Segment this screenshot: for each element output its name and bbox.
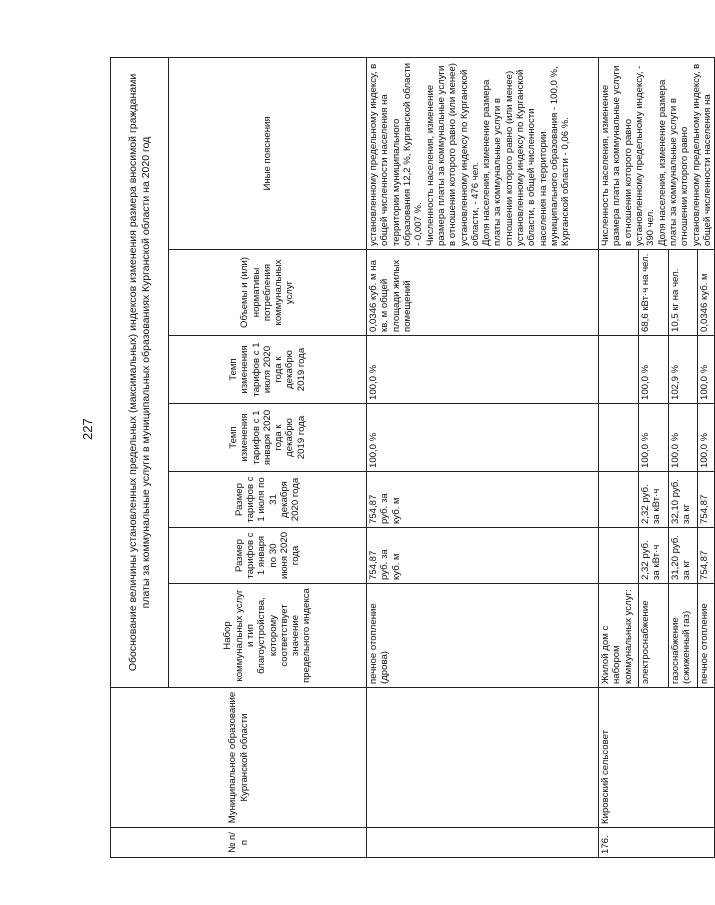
- header-no: № п/п: [111, 828, 367, 858]
- cell-tariff-jul: 754,87 руб. за куб. м: [367, 472, 599, 528]
- explanation-paragraph: Численность населения, изменение размера платы за коммунальные услуги в отношении которого равно установленному предельному индексу, - 390 чел.: [600, 65, 657, 246]
- cell-no: 176.: [599, 828, 715, 858]
- cell-rate-jan: [599, 404, 639, 472]
- cell-volume: 0,0346 куб. м: [698, 250, 715, 336]
- cell-rate-jan: 100,0 %: [668, 404, 698, 472]
- table-title: Обоснование величины установленных предельных (максимальных) индексов изменения размера вносимой гражданами платы за коммунальные услуги в муниципальных образованиях Курганской области на 2020 год: [111, 57, 169, 687]
- cell-rate-jul: 100,0 %: [639, 336, 669, 404]
- cell-no: [367, 828, 599, 858]
- cell-volume: [599, 250, 639, 336]
- header-set: Набор коммунальных услуг и тип благоустройства, которому соответствует значение предельного индекса: [169, 584, 367, 688]
- rotated-table-container: [110, 58, 713, 858]
- explanation-paragraph: Доля населения, изменение размера платы за коммунальные услуги в отношении которого равно установленному предельному индексу, в общей численности населения на: [656, 63, 713, 246]
- explanation-paragraph: установленному предельному индексу, в общей численности населения на территории муниципального образования 12,2 %, Курганской области - 0,007 %.: [368, 63, 425, 246]
- header-other: Иные пояснения: [169, 57, 367, 249]
- cell-set: электроснабжение: [639, 584, 669, 688]
- tariff-table: [110, 57, 715, 858]
- cell-rate-jul: 100,0 %: [367, 336, 599, 404]
- cell-volume: 10,5 кг на чел.: [668, 250, 698, 336]
- cell-set: Жилой дом с набором коммунальных услуг:: [599, 584, 639, 688]
- cell-rate-jan: 100,0 %: [698, 404, 715, 472]
- cell-rate-jul: [599, 336, 639, 404]
- table-row: [599, 57, 639, 857]
- header-tariff-jan: Размер тарифов с 1 января по 30 июня 2020 года: [169, 528, 367, 584]
- header-municipality: Муниципальное образование Курганской области: [111, 688, 367, 828]
- cell-tariff-jan: 2,32 руб. за кВт·ч: [639, 528, 669, 584]
- cell-tariff-jul: 32,10 руб. за кг: [668, 472, 698, 528]
- cell-tariff-jul: 2,32 руб. за кВт·ч: [639, 472, 669, 528]
- header-volumes: Объемы и (или) нормативы потребления коммунальных услуг: [169, 250, 367, 336]
- explanation-paragraph: Численность населения, изменение размера платы за коммунальные услуги в отношении которого равно (или менее) установленному индексу по Курганской области, - 476 чел.: [424, 63, 481, 246]
- cell-tariff-jan: 31,20 руб. за кг: [668, 528, 698, 584]
- cell-municipality: Кировский сельсовет: [599, 688, 715, 828]
- header-rate-jan: Темп изменения тарифов с 1 января 2020 года к декабрю 2019 года: [169, 404, 367, 472]
- cell-set: печное отопление: [698, 584, 715, 688]
- cell-other: [599, 57, 715, 249]
- cell-other: [367, 57, 599, 249]
- cell-rate-jan: 100,0 %: [367, 404, 599, 472]
- cell-rate-jul: 102,9 %: [668, 336, 698, 404]
- cell-set: печное отопление (дрова): [367, 584, 599, 688]
- page-number: 227: [80, 418, 95, 440]
- cell-rate-jul: 100,0 %: [698, 336, 715, 404]
- cell-rate-jan: 100,0 %: [639, 404, 669, 472]
- cell-tariff-jul: [599, 472, 639, 528]
- explanation-paragraph: Доля населения, изменение размера платы за коммунальные услуги в отношении которого равно (или менее) установленному индексу по Курганской области, в общей численности населения на территории муниципального образования - 100,0 %, Курганской области - 0,06 %.: [481, 66, 572, 246]
- cell-volume: 0,0346 куб. м на кв. м общей площади жилых помещений: [367, 250, 599, 336]
- header-tariff-jul: Размер тарифов с 1 июля по 31 декабря 2020 года: [169, 472, 367, 528]
- cell-tariff-jan: 754,87 руб. за куб. м: [367, 528, 599, 584]
- table-row: [367, 57, 599, 857]
- cell-volume: 68,6 кВт·ч на чел.: [639, 250, 669, 336]
- cell-tariff-jul: 754,87: [698, 472, 715, 528]
- cell-tariff-jan: 754,87: [698, 528, 715, 584]
- cell-set: газоснабжение (сжиженный газ): [668, 584, 698, 688]
- header-rate-jul: Темп изменения тарифов с 1 июля 2020 года к декабрю 2019 года: [169, 336, 367, 404]
- cell-municipality: [367, 688, 599, 828]
- cell-tariff-jan: [599, 528, 639, 584]
